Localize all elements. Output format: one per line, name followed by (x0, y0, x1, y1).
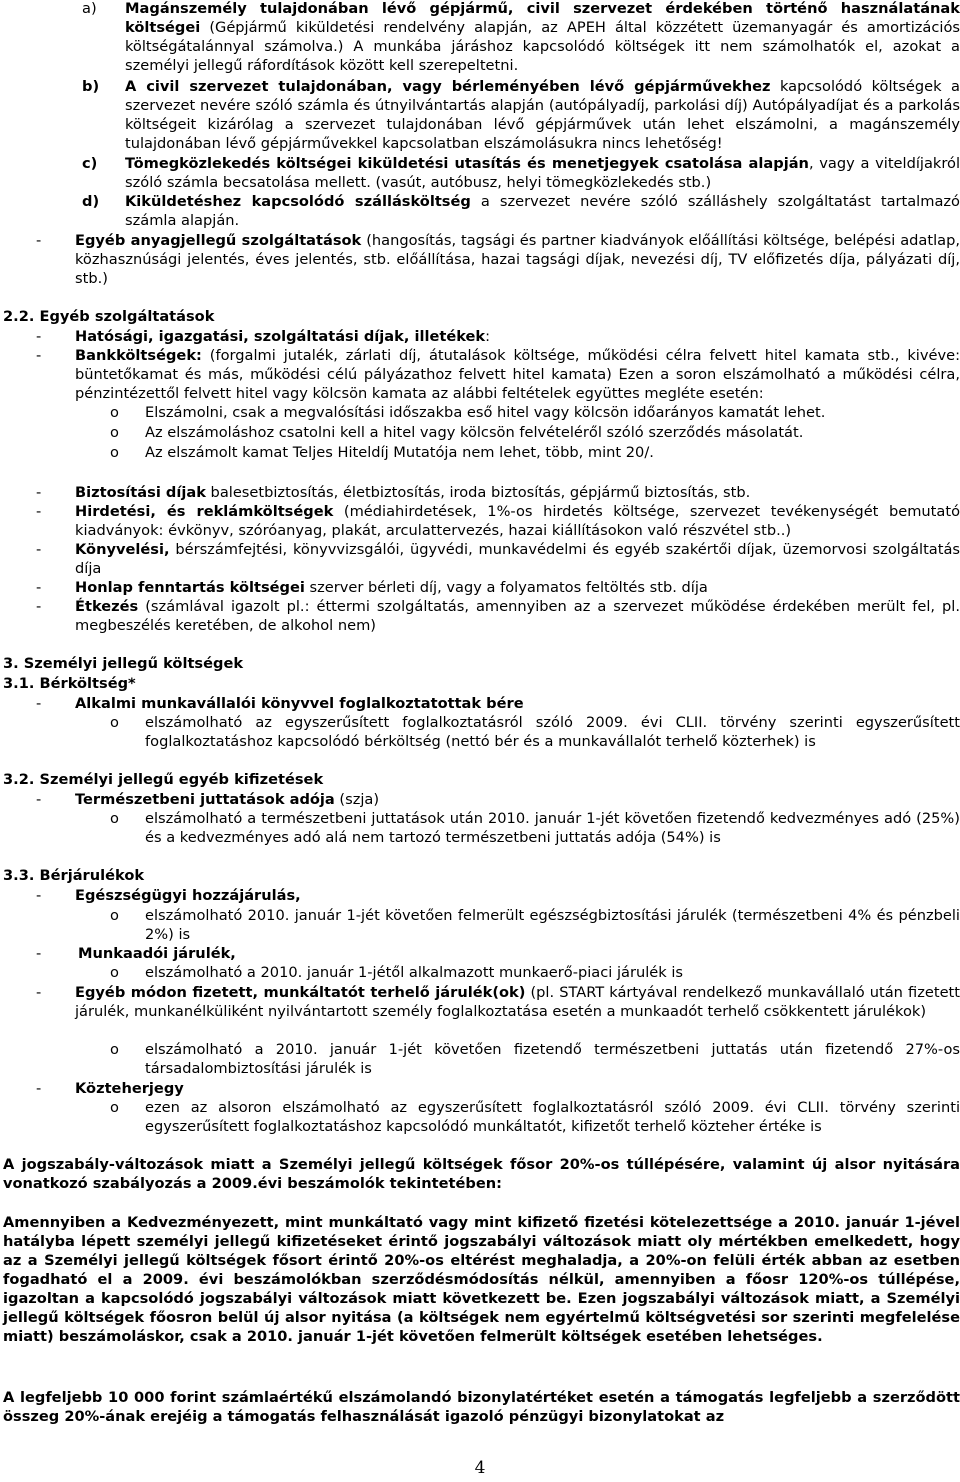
dash-bullet: - (36, 1080, 42, 1097)
item-b-title: A civil szervezet tulajdonában, vagy bérleményében lévő gépjárművekhez (125, 78, 771, 95)
item-egyeb-anyag-text: (hangosítás, tagsági és partner kiadványok előállítási költsége, belépési adatlap, közhasznúsági jelentés, éves jelentés, stb. előállítása, hazai tagsági díjak, nevezési díj, TV előfizetés díja, pályázati díj, stb.) (75, 232, 960, 287)
section-3-1-heading-text: 3.1. Bérköltség* (3, 675, 136, 692)
item-egyeb-jarulek-text: (pl. START kártyával rendelkező munkavállaló után fizetett járulék, munkanélküliként nyilvántartott személy foglalkoztatása esetén a munkaadót terhelő csökkentett járulékok) (75, 984, 960, 1020)
section-2-2-heading (3, 307, 214, 326)
dash-bullet: - (36, 984, 42, 1001)
kozteherjegy-sub (110, 1098, 960, 1136)
circle-bullet: o (110, 714, 119, 731)
dash-bullet: - (36, 945, 42, 962)
item-kozteherjegy (36, 1079, 960, 1098)
egyeb-jarulek-sub-text: elszámolható a 2010. január 1-jét követően fizetendő természetbeni juttatás után fizetendő 27%-os társadalombiztosítási járulék is (145, 1041, 960, 1077)
item-c-label: c) (82, 155, 98, 172)
item-bank-text: (forgalmi jutalék, zárlati díj, átutalások költsége, működési célra felvett hitel kamata stb., kivéve: büntetőkamat és más, működési célú pályázathoz felvett hitel kamata) Ezen a soron elszámolható a működési célra, pénzintézettől felvett hitel vagy kölcsön kamata az alábbi feltételek együttes megléte esetén: (75, 347, 960, 402)
section-3-3-heading-text: 3.3. Bérjárulékok (3, 867, 145, 884)
item-hirdetes-title: Hirdetési, és reklámköltségek (75, 503, 334, 520)
dash-bullet: - (36, 541, 42, 558)
item-etkezes (36, 597, 960, 635)
bank-sub-2-text: Az elszámoláshoz csatolni kell a hitel vagy kölcsön felvételéről szóló szerződés másolatát. (145, 424, 804, 441)
item-termeszetbeni (36, 790, 960, 809)
alkalmi-sub-text: elszámolható az egyszerűsített foglalkoztatásról szóló 2009. évi CLII. törvény szerinti egyszerűsített foglalkoztatáshoz kapcsolódó bérköltség (nettó bér és a munkavállalót terhelő közterhek) is (145, 714, 960, 750)
section-3-heading-text: 3. Személyi jellegű költségek (3, 655, 244, 672)
dash-bullet: - (36, 328, 42, 345)
item-hirdetes-text: (médiahirdetések, 1%-os hirdetés költsége, szervezet tevékenységét bemutató kiadványok: évkönyv, szóróanyag, plakát, arculattervezés, hazai kiállításokon való részvétel stb..) (75, 503, 960, 539)
circle-bullet: o (110, 907, 119, 924)
item-alkalmi-title: Alkalmi munkavállalói könyvvel foglalkoztatottak bére (75, 695, 524, 712)
item-egyeb-anyag-title: Egyéb anyagjellegű szolgáltatások (75, 232, 362, 249)
note-paragraph-1: A jogszabály-változások miatt a Személyi jellegű költségek fősor 20%-os túllépésére, valamint új alsor nyitására vonatkozó szabályozás a 2009.évi beszámolók tekintetében: (3, 1156, 960, 1192)
item-hatosagi (36, 327, 960, 346)
munkaadoi-sub-text: elszámolható a 2010. január 1-jétől alkalmazott munkaerő-piaci járulék is (145, 964, 683, 981)
dash-bullet: - (36, 695, 42, 712)
page-number: 4 (474, 1458, 486, 1478)
item-hirdetes (36, 502, 960, 540)
bank-sub-2 (110, 423, 960, 442)
item-termeszetbeni-text: (szja) (334, 791, 380, 808)
item-d (50, 192, 960, 230)
dash-bullet: - (36, 232, 42, 249)
item-a-title: Magánszemély tulajdonában lévő gépjármű, civil szervezet érdekében történő használatának költségei (125, 0, 960, 36)
termeszetbeni-sub-text: elszámolható a természetbeni juttatások után 2010. január 1-jét követően fizetendő kedvezményes adó (25%) és a kedvezményes adó alá nem tartozó természetbeni juttatás adója (54%) is (145, 810, 960, 846)
egyeb-jarulek-sub (110, 1040, 960, 1078)
circle-bullet: o (110, 810, 119, 827)
item-alkalmi (36, 694, 960, 713)
item-biztositas-text: balesetbiztosítás, életbiztosítás, iroda biztosítás, gépjármű biztosítás, stb. (205, 484, 751, 501)
item-d-text: a szervezet nevére szóló szálláshely szolgáltatást tartalmazó számla alapján. (125, 193, 960, 229)
item-egyeb-jarulek (36, 983, 960, 1021)
circle-bullet: o (110, 1099, 119, 1116)
item-munkaadoi-title: Munkaadói járulék, (78, 945, 236, 962)
section-3-1-heading (3, 674, 136, 693)
dash-bullet: - (36, 887, 42, 904)
item-munkaadoi (36, 944, 960, 963)
munkaadoi-sub (110, 963, 960, 982)
item-a-label: a) (82, 0, 97, 17)
item-biztositas-title: Biztosítási díjak (75, 484, 206, 501)
bank-sub-1-text: Elszámolni, csak a megvalósítási időszakba eső hitel vagy kölcsön időarányos kamatát lehet. (145, 404, 826, 421)
section-3-heading (3, 654, 243, 673)
item-a-text: (Gépjármű kiküldetési rendelvény alapján, az APEH által közzétett üzemanyagár és amortizációs költségátalánnyal számolva.) A munkába járáshoz kapcsolódó költségek itt nem számolhatók el, azokat a személyi jellegű ráfordítások között kell szerepeltetni. (125, 19, 960, 74)
circle-bullet: o (110, 424, 119, 441)
item-egeszsegugyi (36, 886, 960, 905)
item-hatosagi-title: Hatósági, igazgatási, szolgáltatási díjak, illetékek (75, 328, 486, 345)
item-bank (36, 346, 960, 403)
item-c-text: , vagy a viteldíjakról szóló számla becsatolása mellett. (vasút, autóbusz, helyi tömegközlekedés stb.) (125, 155, 960, 191)
item-b (50, 77, 960, 153)
item-hatosagi-text: : (485, 328, 491, 345)
item-biztositas (36, 483, 960, 502)
section-2-2-heading-text: 2.2. Egyéb szolgáltatások (3, 308, 215, 325)
dash-bullet: - (36, 347, 42, 364)
item-d-title: Kiküldetéshez kapcsolódó szállásköltség (125, 193, 471, 210)
bank-sub-3 (110, 443, 960, 462)
item-b-label: b) (82, 78, 100, 95)
item-honlap-text: szerver bérleti díj, vagy a folyamatos feltöltés stb. díja (304, 579, 708, 596)
dash-bullet: - (36, 579, 42, 596)
dash-bullet: - (36, 484, 42, 501)
note-paragraph-2: Amennyiben a Kedvezményezett, mint munkáltató vagy mint kifizető fizetési kötelezettsége a 2010. január 1-jével hatályba lépett személyi jellegű kifizetéseket érintő jogszabályi változások miatt oly mértékben emelkedett, hogy az a Személyi jellegű költségek fősort érintő 20%-os eltérést meghaladja, a 20%-on felüli érték abban az esetben fogadható el a 2009. évi beszámolókban szerződésmódosítás nélkül, amennyiben a főosr 120%-os túllépése, igazoltan a kapcsolódó jogszabályi változások miatt következett be. Ezen jogszabályi változások miatt, a Személyi jellegű költségek főosron belül új alsor nyitása (a költségek nem egyértelmű költségvetési sor szerinti megfelelése miatt) beszámoláskor, csak a 2010. január 1-jét követően felmerült költségek esetében lehetséges. (3, 1214, 960, 1345)
bank-sub-1 (110, 403, 960, 422)
dash-bullet: - (36, 791, 42, 808)
item-egyeb-anyag (36, 231, 960, 288)
item-a (50, 0, 960, 75)
kozteherjegy-sub-text: ezen az alsoron elszámolható az egyszerűsített foglalkoztatásról szóló 2009. évi CLII. törvény szerinti egyszerűsített foglalkoztatáshoz kapcsolódó munkáltatót, kifizetőt terhelő közteher értéke is (145, 1099, 960, 1135)
dash-bullet: - (36, 503, 42, 520)
item-c-title: Tömegközlekedés költségei kiküldetési utasítás és menetjegyek csatolása alapján (125, 155, 809, 172)
item-b-text: kapcsolódó költségek a szervezet nevére szóló számla és útnyilvántartás alapján (autópályadíj, parkolási díj) Autópályadíjat és a parkolás költségeit kizárólag a szervezet tulajdonában lévő gépjárművek után lehet elszámolni, a magánszemély tulajdonában lévő gépjárművekkel kapcsolatban elszámolásukra nincs lehetőség! (125, 78, 960, 152)
item-etkezes-title: Étkezés (75, 598, 139, 615)
item-konyveles-title: Könyvelési, (75, 541, 170, 558)
circle-bullet: o (110, 964, 119, 981)
bank-sub-3-text: Az elszámolt kamat Teljes Hiteldíj Mutatója nem lehet, több, mint 20/. (145, 444, 654, 461)
circle-bullet: o (110, 404, 119, 421)
egeszsegugyi-sub-text: elszámolható 2010. január 1-jét követően felmerült egészségbiztosítási járulék (természetbeni 4% és pénzbeli 2%) is (145, 907, 960, 943)
section-3-2-heading (3, 770, 323, 789)
note-paragraph-3: A legfeljebb 10 000 forint számlaértékű elszámolandó bizonylatértéket esetén a támogatás legfeljebb a szerződött összeg 20%-ának erejéig a támogatás felhasználását igazoló pénzügyi bizonylatokat az (3, 1389, 960, 1425)
item-etkezes-text: (számlával igazolt pl.: éttermi szolgáltatás, amennyiben az a szervezet működése érdekében merült fel, pl. megbeszélés keretében, de alkohol nem) (75, 598, 960, 634)
item-konyveles-text: bérszámfejtési, könyvvizsgálói, ügyvédi, munkavédelmi és egyéb szakértői díjak, üzemorvosi szolgáltatás díja (75, 541, 960, 577)
item-konyveles (36, 540, 960, 578)
item-termeszetbeni-title: Természetbeni juttatások adója (75, 791, 335, 808)
item-honlap-title: Honlap fenntartás költségei (75, 579, 305, 596)
item-bank-title: Bankköltségek: (75, 347, 202, 364)
item-egeszsegugyi-title: Egészségügyi hozzájárulás, (75, 887, 301, 904)
item-kozteherjegy-title: Közteherjegy (75, 1080, 184, 1097)
egeszsegugyi-sub (110, 906, 960, 944)
item-egyeb-jarulek-title: Egyéb módon fizetett, munkáltatót terhelő járulék(ok) (75, 984, 526, 1001)
section-3-2-heading-text: 3.2. Személyi jellegű egyéb kifizetések (3, 771, 324, 788)
circle-bullet: o (110, 444, 119, 461)
termeszetbeni-sub (110, 809, 960, 847)
dash-bullet: - (36, 598, 42, 615)
item-honlap (36, 578, 960, 597)
item-c (50, 154, 960, 192)
section-3-3-heading (3, 866, 144, 885)
alkalmi-sub (110, 713, 960, 751)
item-d-label: d) (82, 193, 100, 210)
circle-bullet: o (110, 1041, 119, 1058)
